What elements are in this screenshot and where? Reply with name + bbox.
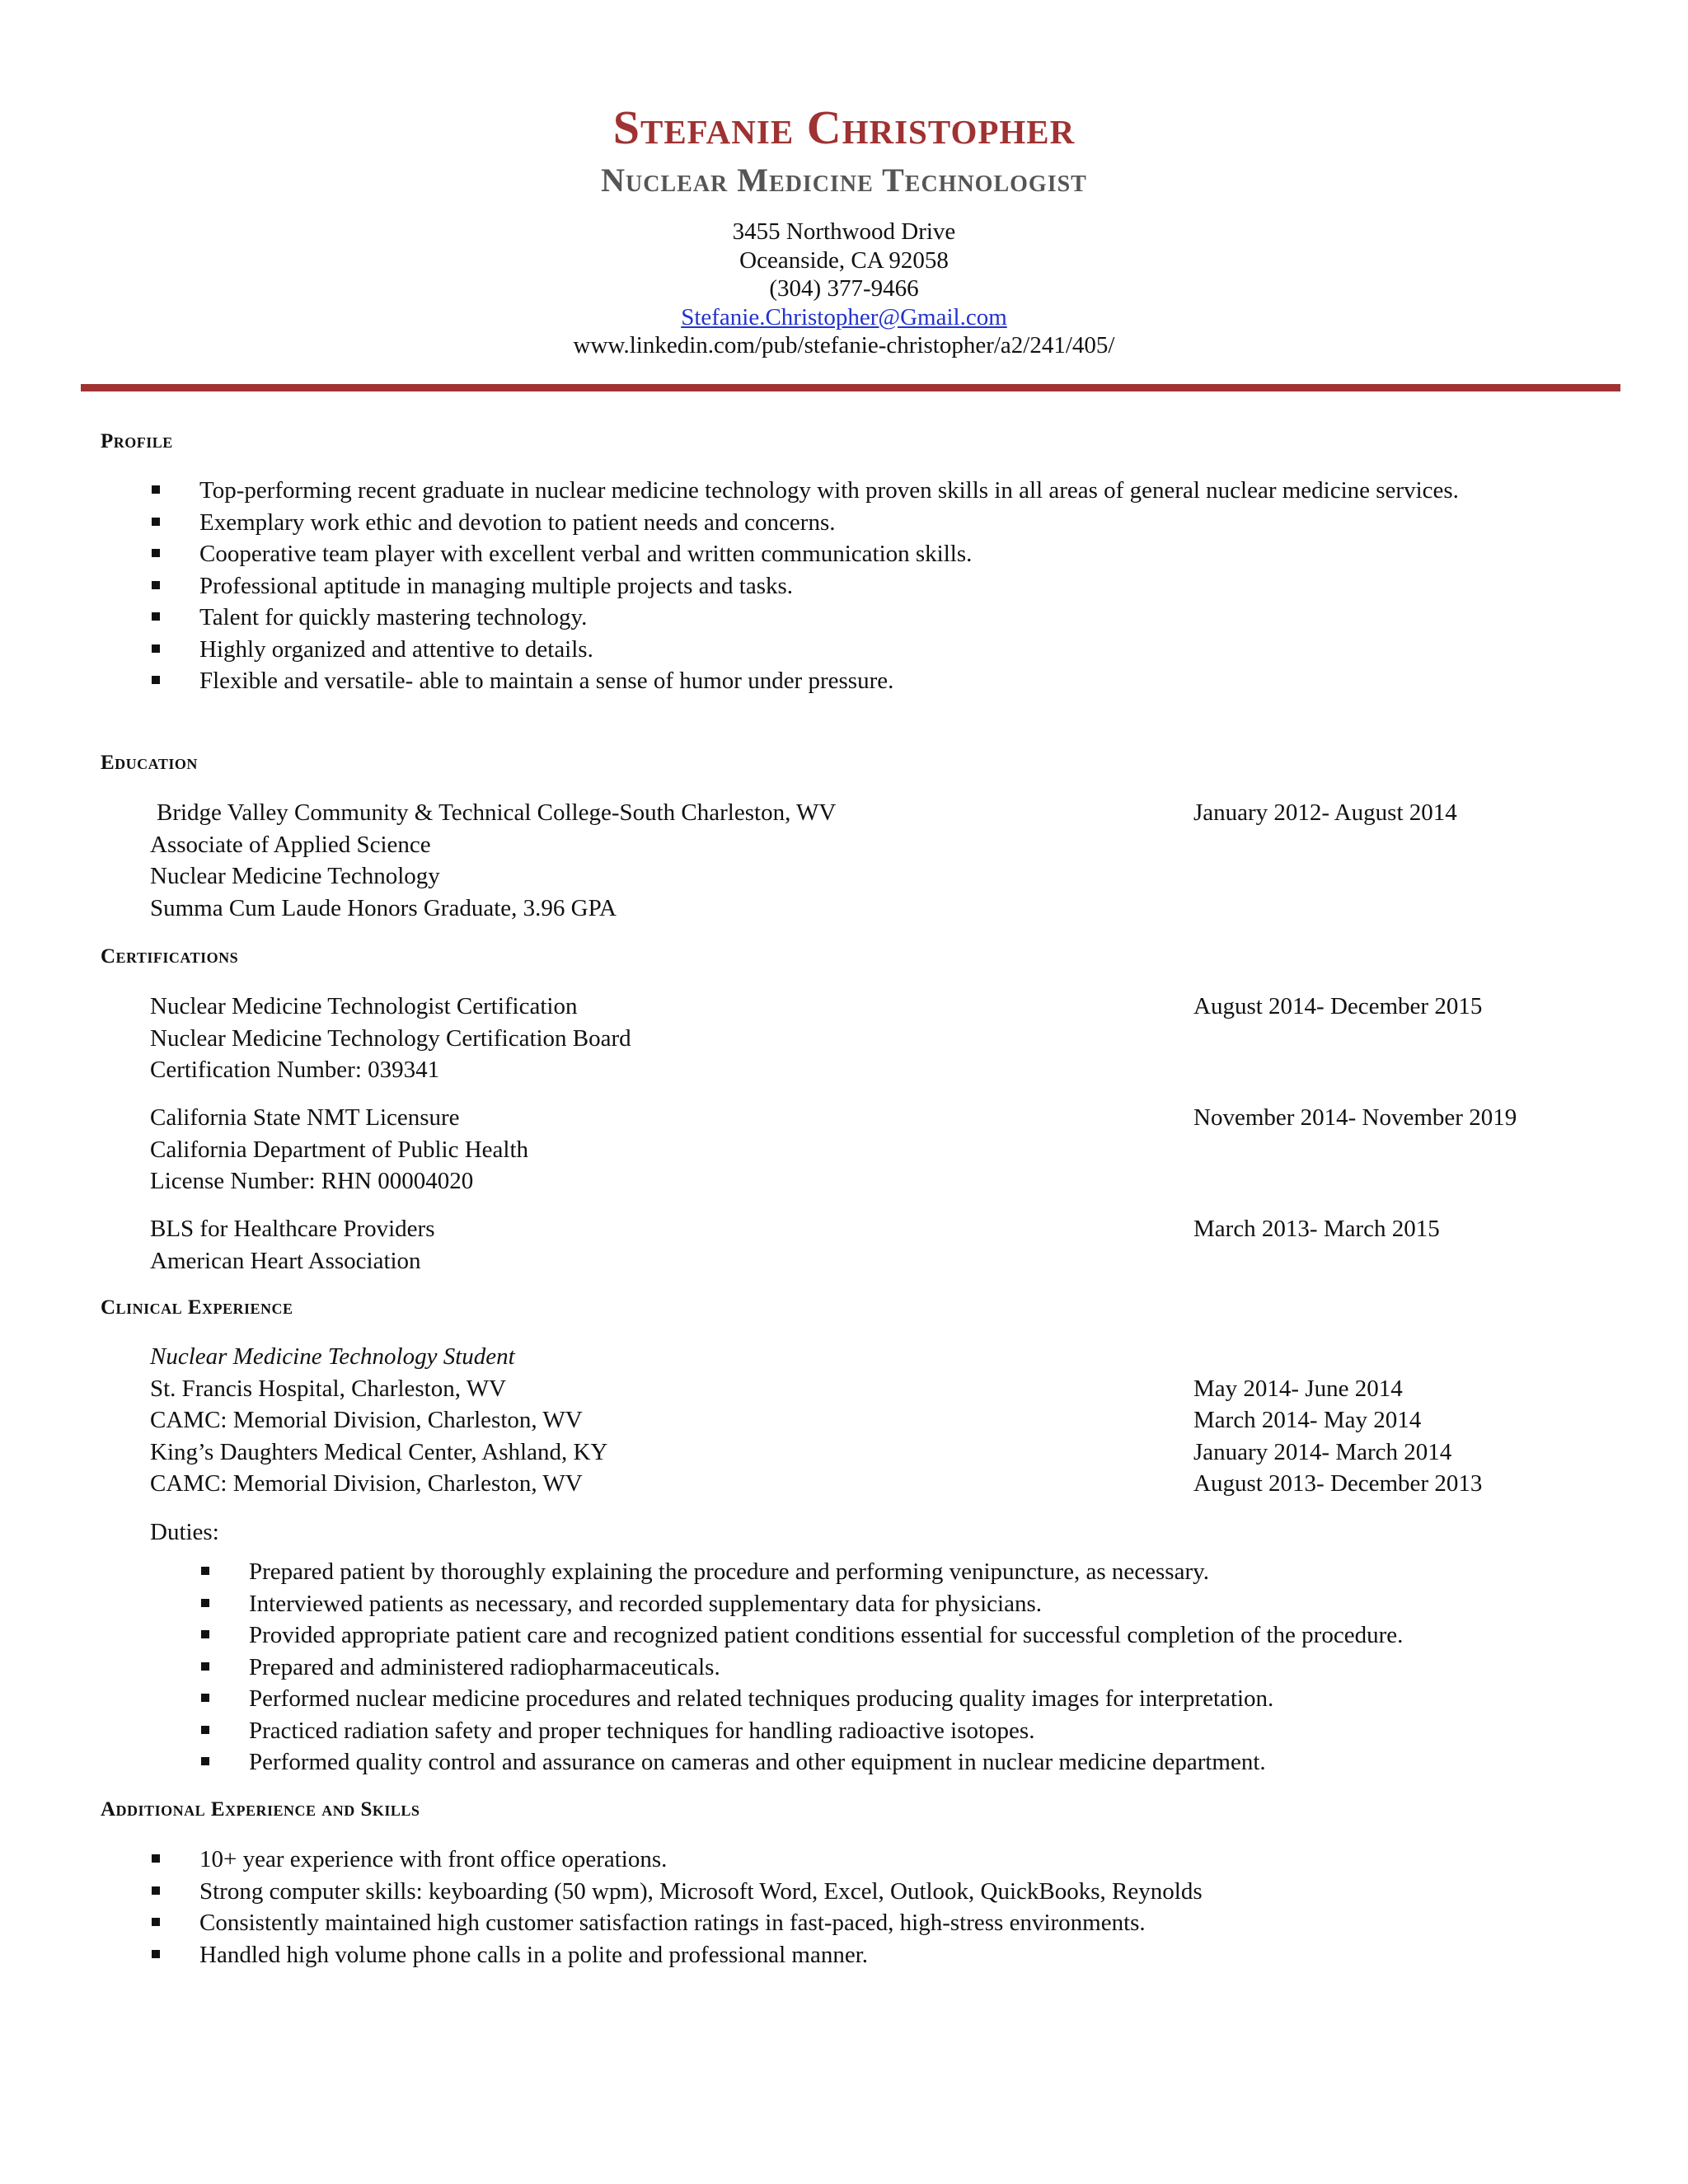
linkedin-url: www.linkedin.com/pub/stefanie-christopher/a2/241/405/ bbox=[573, 332, 1115, 359]
certification-entry bbox=[150, 991, 1601, 1086]
certification-issuer: American Heart Association bbox=[150, 1247, 421, 1274]
list-item: Provided appropriate patient care and recognized patient conditions essential for successful completion of the procedure. bbox=[198, 1619, 1615, 1652]
additional-heading: Additional Experience and Skills bbox=[101, 1798, 420, 1821]
profile-list bbox=[148, 475, 1566, 697]
certification-entry bbox=[150, 1102, 1601, 1197]
phone-number: (304) 377-9466 bbox=[769, 275, 919, 302]
list-item: Professional aptitude in managing multiple projects and tasks. bbox=[148, 570, 1566, 602]
certifications-heading: Certifications bbox=[101, 945, 239, 968]
certification-number: License Number: RHN 00004020 bbox=[150, 1168, 474, 1194]
degree: Associate of Applied Science bbox=[150, 831, 431, 858]
list-item: Performed quality control and assurance on cameras and other equipment in nuclear medicine department. bbox=[198, 1746, 1615, 1779]
clinical-dates: January 2014- March 2014 bbox=[1193, 1438, 1452, 1465]
education-dates: January 2012- August 2014 bbox=[1193, 799, 1457, 826]
education-heading: Education bbox=[101, 752, 198, 774]
clinical-site: CAMC: Memorial Division, Charleston, WV bbox=[150, 1470, 583, 1497]
school-name: Bridge Valley Community & Technical College-South Charleston, WV bbox=[157, 799, 837, 826]
list-item: 10+ year experience with front office operations. bbox=[148, 1844, 1566, 1876]
list-item: Flexible and versatile- able to maintain a sense of humor under pressure. bbox=[148, 665, 1566, 697]
clinical-site: King’s Daughters Medical Center, Ashland, KY bbox=[150, 1438, 608, 1465]
certification-name: California State NMT Licensure bbox=[150, 1104, 460, 1131]
list-item: Consistently maintained high customer satisfaction ratings in fast-paced, high-stress environments. bbox=[148, 1907, 1566, 1939]
clinical-heading: Clinical Experience bbox=[101, 1296, 293, 1319]
certification-issuer: California Department of Public Health bbox=[150, 1136, 529, 1163]
certification-dates: August 2014- December 2015 bbox=[1193, 993, 1483, 1019]
additional-list bbox=[148, 1844, 1566, 1971]
certification-dates: November 2014- November 2019 bbox=[1193, 1104, 1517, 1131]
list-item: Strong computer skills: keyboarding (50 wpm), Microsoft Word, Excel, Outlook, QuickBooks, Reynolds bbox=[148, 1876, 1566, 1908]
list-item: Prepared patient by thoroughly explaining the procedure and performing venipuncture, as necessary. bbox=[198, 1556, 1615, 1588]
list-item: Handled high volume phone calls in a polite and professional manner. bbox=[148, 1939, 1566, 1971]
list-item: Exemplary work ethic and devotion to patient needs and concerns. bbox=[148, 507, 1566, 539]
clinical-role: Nuclear Medicine Technology Student bbox=[150, 1343, 515, 1370]
candidate-title: Nuclear Medicine Technologist bbox=[601, 162, 1087, 199]
address-line-1: 3455 Northwood Drive bbox=[732, 218, 956, 245]
clinical-dates: May 2014- June 2014 bbox=[1193, 1375, 1403, 1402]
resume-header bbox=[0, 99, 1688, 360]
list-item: Interviewed patients as necessary, and recorded supplementary data for physicians. bbox=[198, 1588, 1615, 1620]
certification-entry bbox=[150, 1213, 1601, 1277]
clinical-entry bbox=[150, 1341, 1601, 1500]
major: Nuclear Medicine Technology bbox=[150, 863, 440, 889]
email-link[interactable]: Stefanie.Christopher@Gmail.com bbox=[681, 303, 1007, 330]
duties-list bbox=[198, 1556, 1615, 1779]
list-item: Top-performing recent graduate in nuclear medicine technology with proven skills in all areas of general nuclear medicine services. bbox=[148, 475, 1566, 507]
list-item: Highly organized and attentive to details. bbox=[148, 634, 1566, 666]
address-line-2: Oceanside, CA 92058 bbox=[739, 246, 949, 274]
clinical-site: CAMC: Memorial Division, Charleston, WV bbox=[150, 1407, 583, 1433]
header-divider bbox=[81, 384, 1620, 391]
education-entry bbox=[150, 797, 1601, 924]
list-item: Prepared and administered radiopharmaceuticals. bbox=[198, 1652, 1615, 1684]
clinical-dates: March 2014- May 2014 bbox=[1193, 1407, 1422, 1433]
list-item: Talent for quickly mastering technology. bbox=[148, 602, 1566, 634]
profile-heading: Profile bbox=[101, 430, 173, 452]
list-item: Performed nuclear medicine procedures and related techniques producing quality images for interpretation. bbox=[198, 1683, 1615, 1715]
certification-issuer: Nuclear Medicine Technology Certification Board bbox=[150, 1024, 631, 1052]
list-item: Cooperative team player with excellent verbal and written communication skills. bbox=[148, 538, 1566, 570]
contact-block bbox=[0, 218, 1688, 360]
candidate-name: Stefanie Christopher bbox=[612, 101, 1076, 154]
certification-name: BLS for Healthcare Providers bbox=[150, 1216, 435, 1242]
list-item: Practiced radiation safety and proper techniques for handling radioactive isotopes. bbox=[198, 1715, 1615, 1747]
certification-dates: March 2013- March 2015 bbox=[1193, 1216, 1440, 1242]
clinical-dates: August 2013- December 2013 bbox=[1193, 1470, 1483, 1497]
duties-label: Duties: bbox=[150, 1519, 219, 1545]
certification-name: Nuclear Medicine Technologist Certification bbox=[150, 993, 578, 1019]
certification-number: Certification Number: 039341 bbox=[150, 1057, 440, 1083]
honors: Summa Cum Laude Honors Graduate, 3.96 GPA bbox=[150, 894, 617, 921]
clinical-site: St. Francis Hospital, Charleston, WV bbox=[150, 1375, 507, 1402]
